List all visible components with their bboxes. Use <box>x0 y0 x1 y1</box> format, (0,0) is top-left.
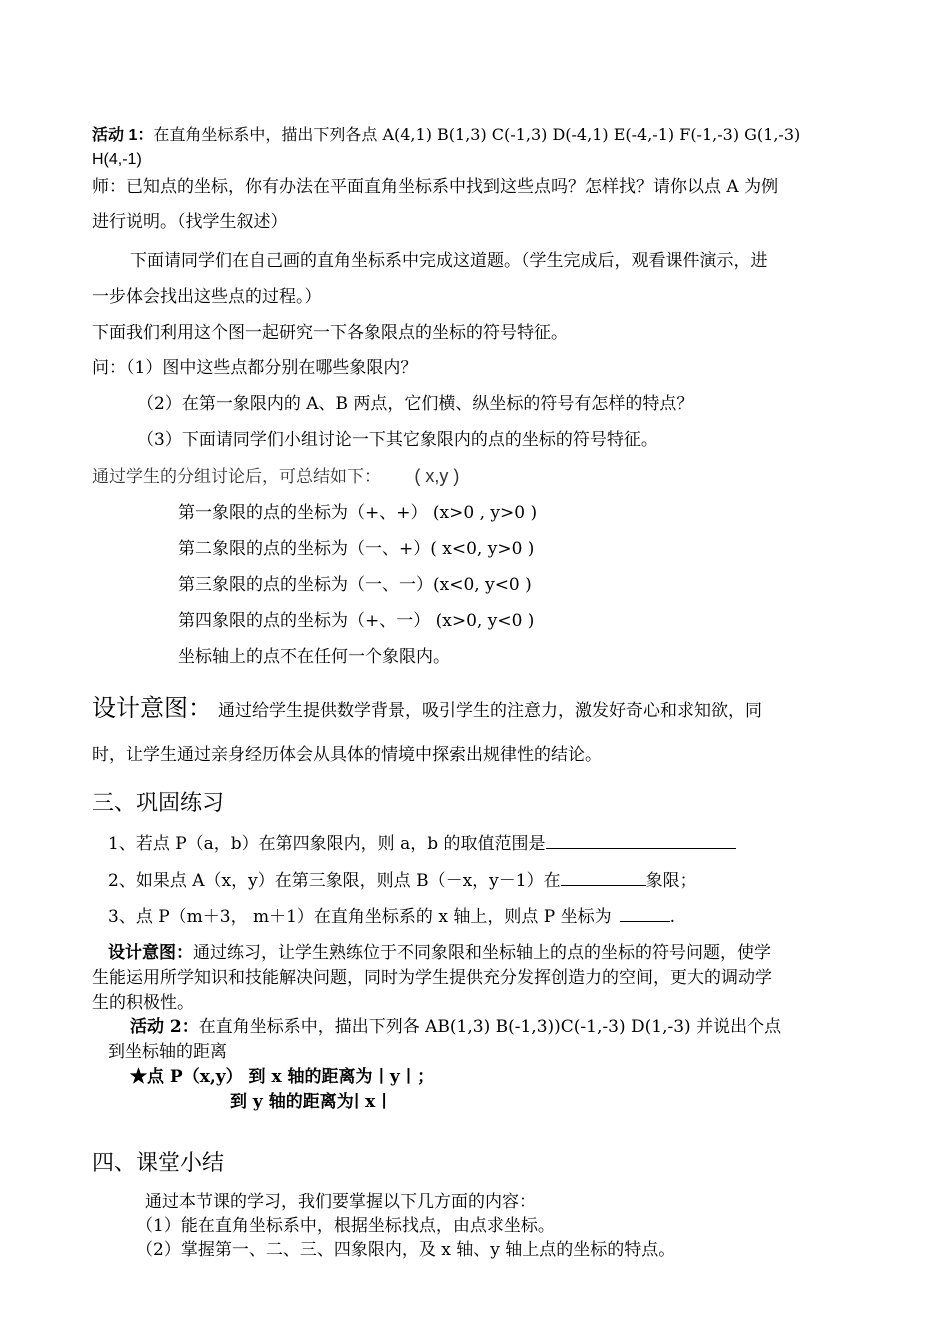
design-intent-2 <box>108 942 771 964</box>
exercise-2-blank[interactable] <box>561 867 646 886</box>
summary-intro <box>92 465 459 488</box>
summary-item-1: （1）能在直角坐标系中，根据坐标找点，由点求坐标。 <box>136 1216 555 1236</box>
activity2-line <box>130 1016 781 1038</box>
design-intent-2-line2: 生能运用所学知识和技能解决问题，同时为学生提供充分发挥创造力的空间，更大的调动学 <box>92 968 772 988</box>
exercise-1-blank[interactable] <box>546 830 736 849</box>
design-intent-1 <box>92 693 762 727</box>
summary-item-2: （2）掌握第一、二、三、四象限内，及 x 轴、y 轴上点的坐标的特点。 <box>136 1240 676 1260</box>
distance-y-rule: 到 y 轴的距离为∣ x ∣ <box>230 1092 387 1112</box>
exercise-2 <box>108 867 697 892</box>
summary-intro-2: 通过本节课的学习，我们要掌握以下几方面的内容： <box>145 1192 536 1212</box>
summary-intro-text: 通过学生的分组讨论后，可总结如下： <box>92 467 381 487</box>
exercise-3 <box>108 903 675 928</box>
activity2-text-cont: 到坐标轴的距离 <box>108 1042 227 1062</box>
exercise-3-text: 3、点 P（m＋3， m＋1）在直角坐标系的 x 轴上，则点 P 坐标为 <box>108 907 612 927</box>
exercise-3-suffix: . <box>669 907 675 927</box>
activity1-line <box>92 124 800 147</box>
design-intent-1-text: 通过给学生提供数学背景，吸引学生的注意力，激发好奇心和求知欲，同 <box>218 701 762 721</box>
quadrant-2-rule: 第二象限的点的坐标为（一、+）( x<0, y>0 ) <box>178 539 535 559</box>
activity2-label: 活动 2： <box>130 1017 199 1037</box>
axis-note: 坐标轴上的点不在任何一个象限内。 <box>178 647 450 667</box>
exercise-1-text: 1、若点 P（a，b）在第四象限内，则 a，b 的取值范围是 <box>108 834 546 854</box>
exercise-2-suffix: 象限； <box>645 871 697 891</box>
research-statement: 下面我们利用这个图一起研究一下各象限点的坐标的符号特征。 <box>92 323 568 343</box>
question-2: （2）在第一象限内的 A、B 两点，它们横、纵坐标的符号有怎样的特点？ <box>137 394 694 414</box>
summary-xy: ( x,y ) <box>414 466 460 486</box>
instruction-line1: 下面请同学们在自己画的直角坐标系中完成这道题。（学生完成后，观看课件演示，进 <box>130 251 768 271</box>
distance-x-rule: ★点 P（x,y） 到 x 轴的距离为 ∣ y ∣ ； <box>130 1067 435 1087</box>
exercise-2-text: 2、如果点 A（x，y）在第三象限，则点 B（－x，y－1）在 <box>108 871 561 891</box>
design-intent-2-text: 通过练习，让学生熟练位于不同象限和坐标轴上的点的坐标的符号问题，使学 <box>193 943 771 963</box>
teacher-question-line2: 进行说明。（找学生叙述） <box>92 212 288 232</box>
section-4-title: 四、课堂小结 <box>92 1151 225 1176</box>
question-3: （3）下面请同学们小组讨论一下其它象限内的点的坐标的符号特征。 <box>137 430 658 450</box>
quadrant-1-rule: 第一象限的点的坐标为（+、+） (x>0 , y>0 ) <box>178 503 538 523</box>
activity1-text-cont: H(4,-1) <box>92 151 142 168</box>
question-1: 问：（1）图中这些点都分别在哪些象限内？ <box>92 358 418 378</box>
quadrant-3-rule: 第三象限的点的坐标为（一、一）(x<0, y<0 ) <box>178 575 532 595</box>
activity1-label: 活动 1： <box>92 127 154 144</box>
design-intent-1-title: 设计意图： <box>92 694 212 722</box>
teacher-question-line1: 师：已知点的坐标，你有办法在平面直角坐标系中找到这些点吗？怎样找？请你以点 A 为例 <box>92 177 779 197</box>
instruction-line2: 一步体会找出这些点的过程。） <box>92 287 322 307</box>
section-3-title: 三、巩固练习 <box>92 791 225 816</box>
design-intent-2-title: 设计意图： <box>108 943 193 963</box>
design-intent-1-cont: 时，让学生通过亲身经历体会从具体的情境中探索出规律性的结论。 <box>92 745 602 765</box>
quadrant-4-rule: 第四象限的点的坐标为（+、一） (x>0, y<0 ) <box>178 611 535 631</box>
design-intent-2-line3: 生的积极性。 <box>92 993 194 1013</box>
exercise-3-blank[interactable] <box>620 903 670 922</box>
exercise-1 <box>108 830 736 855</box>
activity2-text: 在直角坐标系中，描出下列各 AB(1,3) B(-1,3))C(-1,-3) D(1,-3) 并说出个点 <box>198 1017 782 1037</box>
activity1-text: 在直角坐标系中，描出下列各点 A(4,1) B(1,3) C(-1,3) D(-4,1) E(-4,-1) F(-1,-3) G(1,-3) <box>153 125 801 144</box>
